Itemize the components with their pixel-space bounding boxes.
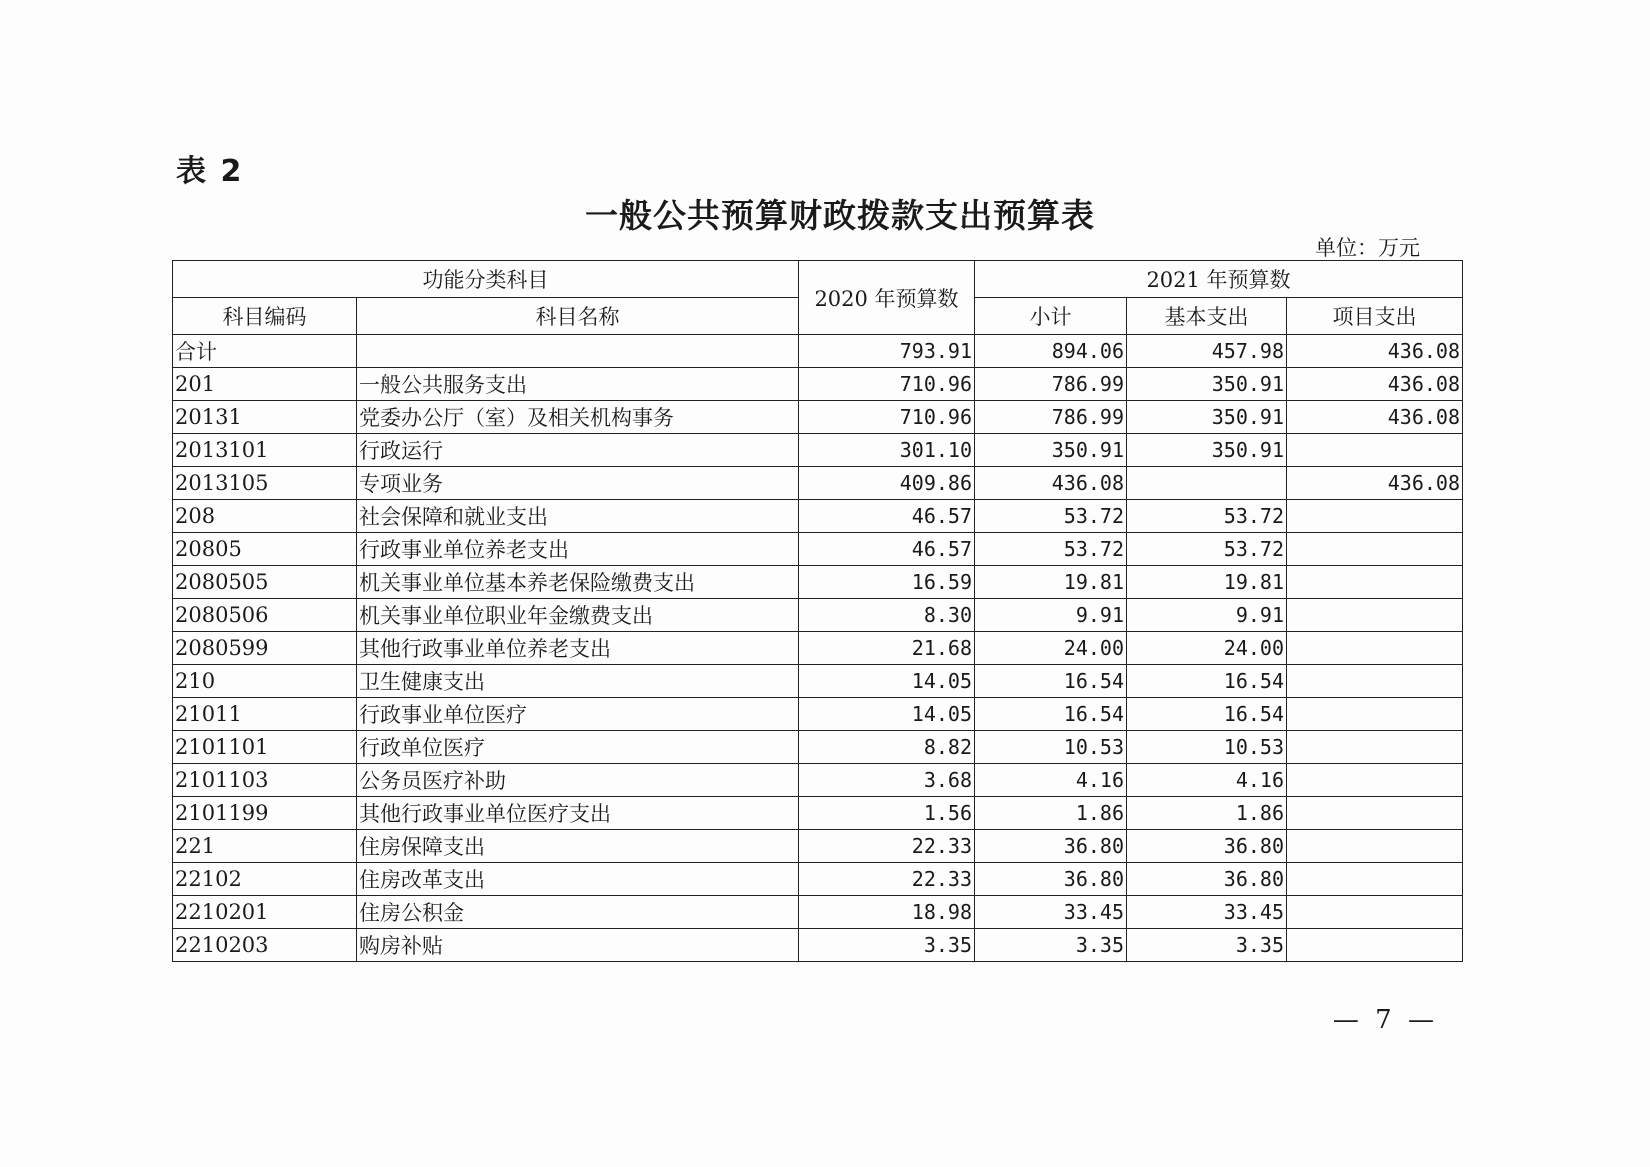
table-row <box>173 566 1463 599</box>
cell-name: 社会保障和就业支出 <box>357 500 799 533</box>
header-name: 科目名称 <box>357 298 799 335</box>
cell-code: 201 <box>173 368 357 401</box>
cell-project <box>1287 896 1463 929</box>
budget-table <box>172 260 1463 962</box>
cell-budget-2020: 46.57 <box>799 533 975 566</box>
cell-name: 一般公共服务支出 <box>357 368 799 401</box>
cell-name: 购房补贴 <box>357 929 799 962</box>
cell-basic: 16.54 <box>1127 665 1287 698</box>
cell-subtotal: 36.80 <box>975 863 1127 896</box>
cell-budget-2020: 16.59 <box>799 566 975 599</box>
table-row <box>173 830 1463 863</box>
cell-subtotal: 19.81 <box>975 566 1127 599</box>
header-budget-2021-group: 2021 年预算数 <box>975 261 1463 298</box>
table-row <box>173 335 1463 368</box>
cell-code: 2013105 <box>173 467 357 500</box>
table-row <box>173 467 1463 500</box>
cell-code: 208 <box>173 500 357 533</box>
cell-code: 2101199 <box>173 797 357 830</box>
table-row <box>173 929 1463 962</box>
cell-name: 党委办公厅（室）及相关机构事务 <box>357 401 799 434</box>
table-row <box>173 731 1463 764</box>
header-category-group: 功能分类科目 <box>173 261 799 298</box>
cell-name: 住房改革支出 <box>357 863 799 896</box>
cell-subtotal: 33.45 <box>975 896 1127 929</box>
cell-budget-2020: 1.56 <box>799 797 975 830</box>
cell-project <box>1287 632 1463 665</box>
cell-budget-2020: 8.30 <box>799 599 975 632</box>
cell-basic: 19.81 <box>1127 566 1287 599</box>
table-row <box>173 632 1463 665</box>
table-body <box>173 335 1463 962</box>
cell-subtotal: 786.99 <box>975 368 1127 401</box>
cell-basic: 3.35 <box>1127 929 1287 962</box>
cell-project <box>1287 533 1463 566</box>
cell-project: 436.08 <box>1287 335 1463 368</box>
table-row <box>173 797 1463 830</box>
header-basic: 基本支出 <box>1127 298 1287 335</box>
cell-subtotal: 786.99 <box>975 401 1127 434</box>
cell-code: 2210203 <box>173 929 357 962</box>
cell-code: 合计 <box>173 335 357 368</box>
cell-project <box>1287 731 1463 764</box>
cell-budget-2020: 22.33 <box>799 863 975 896</box>
cell-subtotal: 53.72 <box>975 533 1127 566</box>
cell-subtotal: 10.53 <box>975 731 1127 764</box>
cell-budget-2020: 14.05 <box>799 665 975 698</box>
cell-code: 2101101 <box>173 731 357 764</box>
cell-project: 436.08 <box>1287 467 1463 500</box>
cell-subtotal: 436.08 <box>975 467 1127 500</box>
cell-project <box>1287 797 1463 830</box>
cell-code: 221 <box>173 830 357 863</box>
cell-basic: 4.16 <box>1127 764 1287 797</box>
header-row-1 <box>173 261 1463 298</box>
cell-subtotal: 4.16 <box>975 764 1127 797</box>
table-row <box>173 698 1463 731</box>
cell-code: 210 <box>173 665 357 698</box>
cell-project: 436.08 <box>1287 401 1463 434</box>
cell-budget-2020: 409.86 <box>799 467 975 500</box>
cell-subtotal: 16.54 <box>975 698 1127 731</box>
cell-name: 公务员医疗补助 <box>357 764 799 797</box>
cell-basic: 24.00 <box>1127 632 1287 665</box>
page-number: — 7 — <box>1332 1005 1438 1035</box>
cell-project <box>1287 764 1463 797</box>
table-label: 表 2 <box>176 154 244 189</box>
cell-project <box>1287 434 1463 467</box>
unit-label: 单位：万元 <box>1315 236 1420 260</box>
cell-basic: 457.98 <box>1127 335 1287 368</box>
cell-subtotal: 24.00 <box>975 632 1127 665</box>
cell-project <box>1287 500 1463 533</box>
header-code: 科目编码 <box>173 298 357 335</box>
cell-name: 卫生健康支出 <box>357 665 799 698</box>
table-row <box>173 401 1463 434</box>
cell-code: 21011 <box>173 698 357 731</box>
cell-name: 其他行政事业单位医疗支出 <box>357 797 799 830</box>
cell-budget-2020: 793.91 <box>799 335 975 368</box>
cell-project <box>1287 665 1463 698</box>
cell-budget-2020: 21.68 <box>799 632 975 665</box>
cell-name: 机关事业单位基本养老保险缴费支出 <box>357 566 799 599</box>
table-row <box>173 368 1463 401</box>
cell-basic <box>1127 467 1287 500</box>
cell-name: 行政单位医疗 <box>357 731 799 764</box>
cell-subtotal: 3.35 <box>975 929 1127 962</box>
cell-budget-2020: 710.96 <box>799 368 975 401</box>
cell-subtotal: 9.91 <box>975 599 1127 632</box>
cell-name: 其他行政事业单位养老支出 <box>357 632 799 665</box>
cell-basic: 36.80 <box>1127 863 1287 896</box>
cell-basic: 9.91 <box>1127 599 1287 632</box>
cell-basic: 350.91 <box>1127 368 1287 401</box>
cell-code: 2101103 <box>173 764 357 797</box>
cell-code: 2013101 <box>173 434 357 467</box>
cell-project <box>1287 929 1463 962</box>
cell-code: 20805 <box>173 533 357 566</box>
cell-project <box>1287 566 1463 599</box>
cell-subtotal: 53.72 <box>975 500 1127 533</box>
page-title: 一般公共预算财政拨款支出预算表 <box>585 196 1095 235</box>
cell-name: 专项业务 <box>357 467 799 500</box>
cell-basic: 33.45 <box>1127 896 1287 929</box>
cell-subtotal: 894.06 <box>975 335 1127 368</box>
cell-budget-2020: 301.10 <box>799 434 975 467</box>
cell-budget-2020: 46.57 <box>799 500 975 533</box>
cell-basic: 350.91 <box>1127 434 1287 467</box>
cell-name: 行政事业单位医疗 <box>357 698 799 731</box>
table-row <box>173 863 1463 896</box>
cell-code: 2210201 <box>173 896 357 929</box>
cell-basic: 10.53 <box>1127 731 1287 764</box>
cell-basic: 350.91 <box>1127 401 1287 434</box>
cell-basic: 1.86 <box>1127 797 1287 830</box>
cell-basic: 53.72 <box>1127 500 1287 533</box>
cell-subtotal: 1.86 <box>975 797 1127 830</box>
cell-project <box>1287 698 1463 731</box>
cell-code: 2080506 <box>173 599 357 632</box>
cell-project <box>1287 830 1463 863</box>
header-project: 项目支出 <box>1287 298 1463 335</box>
cell-name: 行政运行 <box>357 434 799 467</box>
cell-subtotal: 350.91 <box>975 434 1127 467</box>
table-row <box>173 500 1463 533</box>
cell-budget-2020: 3.68 <box>799 764 975 797</box>
cell-code: 2080505 <box>173 566 357 599</box>
table-row <box>173 896 1463 929</box>
cell-budget-2020: 18.98 <box>799 896 975 929</box>
table-row <box>173 533 1463 566</box>
cell-name: 住房保障支出 <box>357 830 799 863</box>
cell-code: 22102 <box>173 863 357 896</box>
cell-name: 行政事业单位养老支出 <box>357 533 799 566</box>
cell-project <box>1287 863 1463 896</box>
cell-basic: 53.72 <box>1127 533 1287 566</box>
cell-basic: 36.80 <box>1127 830 1287 863</box>
cell-project <box>1287 599 1463 632</box>
cell-budget-2020: 8.82 <box>799 731 975 764</box>
table-row <box>173 434 1463 467</box>
table-row <box>173 665 1463 698</box>
cell-name <box>357 335 799 368</box>
cell-budget-2020: 14.05 <box>799 698 975 731</box>
cell-name: 机关事业单位职业年金缴费支出 <box>357 599 799 632</box>
cell-budget-2020: 22.33 <box>799 830 975 863</box>
cell-name: 住房公积金 <box>357 896 799 929</box>
cell-budget-2020: 710.96 <box>799 401 975 434</box>
cell-subtotal: 16.54 <box>975 665 1127 698</box>
cell-code: 2080599 <box>173 632 357 665</box>
cell-basic: 16.54 <box>1127 698 1287 731</box>
header-subtotal: 小计 <box>975 298 1127 335</box>
cell-project: 436.08 <box>1287 368 1463 401</box>
cell-subtotal: 36.80 <box>975 830 1127 863</box>
table-row <box>173 764 1463 797</box>
cell-budget-2020: 3.35 <box>799 929 975 962</box>
table-row <box>173 599 1463 632</box>
header-budget-2020: 2020 年预算数 <box>799 261 975 335</box>
cell-code: 20131 <box>173 401 357 434</box>
